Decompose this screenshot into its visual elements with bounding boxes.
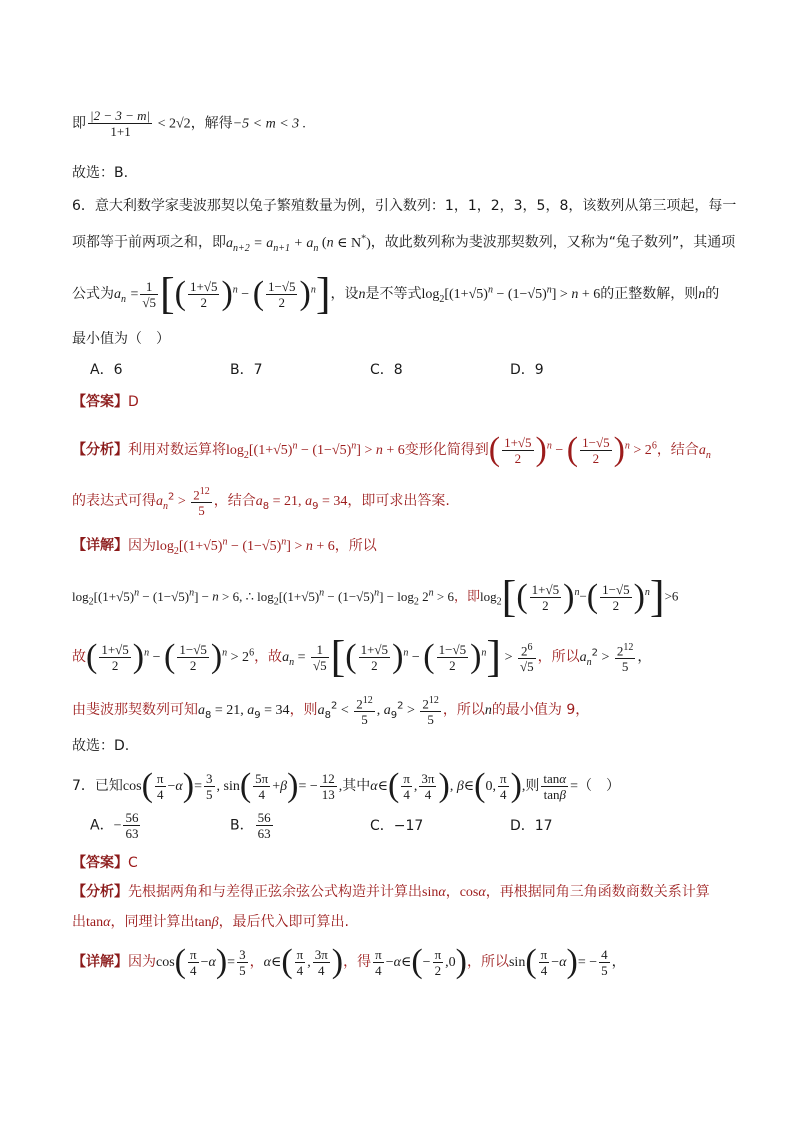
q7-option-b: B． $\frac{56}{63}$ — [230, 810, 271, 841]
q7-stem: 7．已知cos( $\frac{\pi}{4}$ −α)= $\frac{3}{5}$ , sin( $\frac{5\pi}{4}$ +β)= − $\frac{12}{13}$ ,其中α∈( $\frac{\pi}{4}$ , $\frac{3\pi}{4}$ ), β∈(0, $\frac{\pi}{4}$ ),则 $\frac{\tan\alpha}{\tan\beta}$ =（ ） — [72, 767, 621, 804]
inequality-line: 即 $\frac{|2 - 3 - m|}{1+1}$ < 2√2，解得−5 < m < 3 . — [72, 108, 307, 139]
q6-option-a: A．6 — [90, 362, 123, 378]
q7-analysis-line2: 出tanα，同理计算出tanβ，最后代入即可算出. — [72, 914, 350, 930]
q6-stem-line1: 6．意大利数学家斐波那契以兔子繁殖数量为例，引入数列：1，1，2，3，5，8，该数列从第三项起，每一 — [72, 198, 737, 214]
q7-answer: 【答案】C — [72, 855, 138, 871]
q6-choice: 故选：D. — [72, 738, 130, 754]
q7-option-d: D．17 — [510, 817, 553, 834]
q6-answer: 【答案】D — [72, 394, 139, 410]
q6-option-c: C．8 — [370, 362, 403, 378]
text-ji: 即 — [72, 115, 86, 132]
answer-choice-prev: 故选：B. — [72, 165, 129, 181]
q6-detail-line4: 由斐波那契数列可知$a_8 = 21$, $a_9 = 34$，则$a_8^2$ < $\frac{2^{12}}{5}$ , $a_9^2$ > $\frac{2^{12}}{5}$ ，所以n的最小值为 9， — [72, 695, 590, 728]
q7-analysis-line1: 【分析】先根据两角和与差得正弦余弦公式构造并计算出sinα，cosα，再根据同角三角函数商数关系计算 — [72, 884, 710, 900]
q6-detail-line3: 故( $\frac{1+√5}{2}$ )$^n$ − ( $\frac{1-√5}{2}$ )$^n > 2^6$，故$a_n$ = $\frac{1}{√5}$ [( $\frac{1+√5}{2}$ )$^n$ − ( $\frac{1-√5}{2}$ )$^n$] > $\frac{2^6}{√5}$ ，所以$a_n^2$ > $\frac{2^{12}}{5}$ ， — [72, 632, 652, 681]
q6-analysis-line1: 【分析】利用对数运算将$\log_2[(1+√5)^n - (1-√5)^n] > n + 6$变形化简得到( $\frac{1+√5}{2}$ )$^n$ − ( $\frac{1-√5}{2}$ )$^n > 2^6$，结合$a_n$ — [72, 431, 711, 468]
q6-analysis-line2: 的表达式可得$a_n^2$ > $\frac{2^{12}}{5}$ ，结合$a_8 = 21$, $a_9 = 34$，即可求出答案. — [72, 486, 450, 519]
fraction-distance: $\frac{|2 - 3 - m|}{1+1}$ — [90, 108, 151, 139]
q7-detail-line1: 【详解】因为cos( $\frac{\pi}{4}$ −α)= $\frac{3}{5}$ ，α∈( $\frac{\pi}{4}$ , $\frac{3\pi}{4}$ )，得 $\frac{\pi}{4}$ −α∈(− $\frac{\pi}{2}$ ,0)，所以sin( $\frac{\pi}{4}$ −α)= − $\frac{4}{5}$ ， — [72, 943, 626, 980]
q6-detail-line2: $\log_2[(1+√5)^n - (1-√5)^n] - n > 6$, ∴ $\log_2[(1+√5)^n - (1-√5)^n] - \log_2 2^n > 6$，即$\log_2$[( $\frac{1+√5}{2}$ )$^n$−( $\frac{1-√5}{2}$ )$^n$]>6 — [72, 572, 679, 621]
q7-option-c: C．−17 — [370, 817, 424, 834]
q6-stem-line4: 最小值为（ ） — [72, 331, 170, 347]
q6-option-d: D．9 — [510, 362, 544, 378]
q6-detail-line1: 【详解】因为$\log_2[(1+√5)^n - (1-√5)^n] > n + 6$，所以 — [72, 536, 377, 557]
result-range: −5 < m < 3 . — [232, 116, 307, 132]
q7-options — [90, 810, 722, 846]
q7-option-a: A．− $\frac{56}{63}$ — [90, 810, 139, 841]
q6-stem-line2: 项都等于前两项之和，即$a_{n+2} = a_{n+1} + a_n$ (n ∈ N*)，故此数列称为斐波那契数列，又称为“兔子数列”，其通项 — [72, 233, 736, 254]
q6-option-b: B．7 — [230, 362, 263, 378]
text-jiede: ，解得 — [190, 115, 233, 132]
q6-stem-line3: 公式为$a_n$ = $\frac{1}{√5}$ [( $\frac{1+√5}{2}$ )$^n$ − ( $\frac{1-√5}{2}$ )$^n$]，设n是不等式$\log_2[(1+√5)^n - (1-√5)^n] > n + 6$的正整数解，则n的 — [72, 269, 720, 318]
q6-options — [90, 360, 722, 380]
